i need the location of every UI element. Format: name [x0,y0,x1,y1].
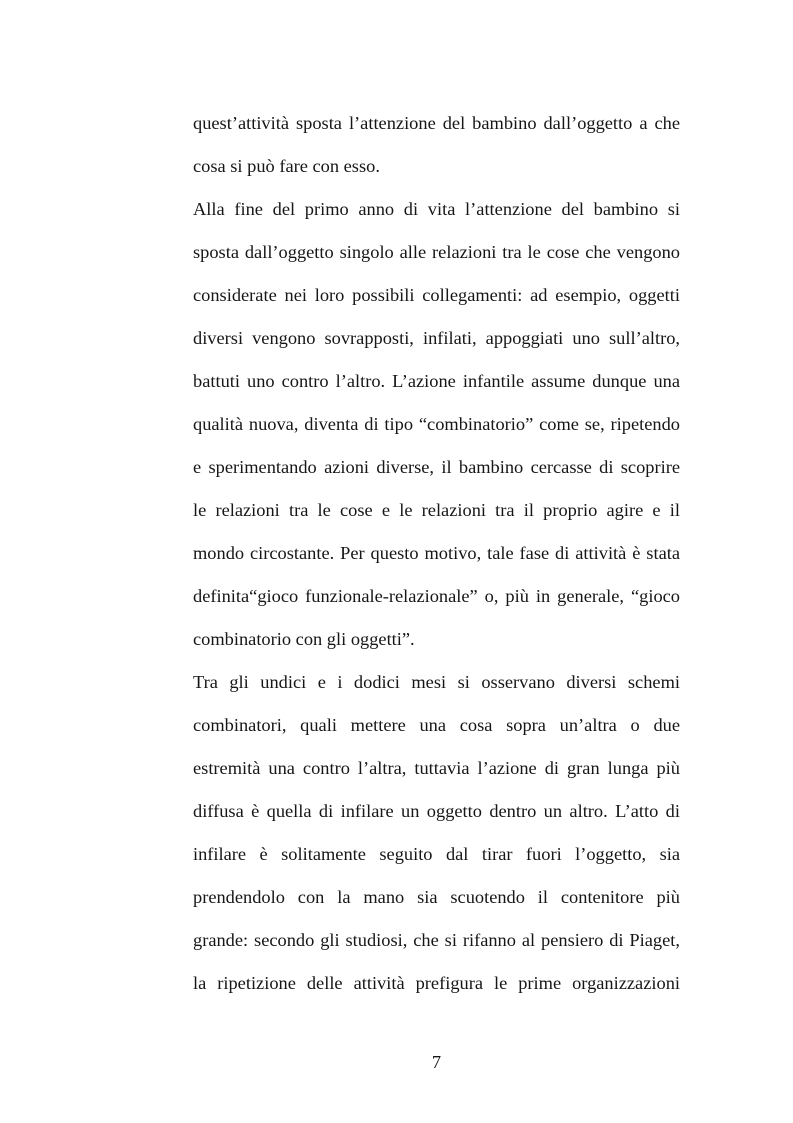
text-line: combinatorio con gli oggetti”. [193,629,415,649]
text-line: estremità una contro l’altra, tuttavia l’azione di gran lunga più [193,758,680,778]
text-line: Alla fine del primo anno di vita l’attenzione del bambino si [193,199,680,219]
text-line: infilare è solitamente seguito dal tirar fuori l’oggetto, sia [193,844,680,864]
text-line: la ripetizione delle attività prefigura le prime organizzazioni [193,973,680,993]
text-line: sposta dall’oggetto singolo alle relazioni tra le cose che vengono [193,242,680,262]
text-line: Tra gli undici e i dodici mesi si osservano diversi schemi [193,672,680,692]
text-line: quest’attività sposta l’attenzione del bambino dall’oggetto a che [193,113,680,133]
page-number: 7 [431,1052,442,1072]
text-line: considerate nei loro possibili collegamenti: ad esempio, oggetti [193,285,680,305]
text-line: diversi vengono sovrapposti, infilati, appoggiati uno sull’altro, [193,328,680,348]
paragraph [193,102,680,188]
text-line: grande: secondo gli studiosi, che si rifanno al pensiero di Piaget, [193,930,680,950]
text-line: mondo circostante. Per questo motivo, tale fase di attività è stata [193,543,680,563]
paragraph [193,661,680,1005]
text-line: qualità nuova, diventa di tipo “combinatorio” come se, ripetendo [193,414,680,434]
body-text [193,102,680,1005]
text-line: diffusa è quella di infilare un oggetto dentro un altro. L’atto di [193,801,680,821]
paragraph [193,188,680,661]
text-line: combinatori, quali mettere una cosa sopra un’altra o due [193,715,680,735]
text-line: battuti uno contro l’altro. L’azione infantile assume dunque una [193,371,680,391]
text-line: definita“gioco funzionale-relazionale” o, più in generale, “gioco [193,586,680,606]
text-line: cosa si può fare con esso. [193,156,380,176]
text-line: prendendolo con la mano sia scuotendo il contenitore più [193,887,680,907]
text-line: le relazioni tra le cose e le relazioni tra il proprio agire e il [193,500,680,520]
text-line: e sperimentando azioni diverse, il bambino cercasse di scoprire [193,457,680,477]
